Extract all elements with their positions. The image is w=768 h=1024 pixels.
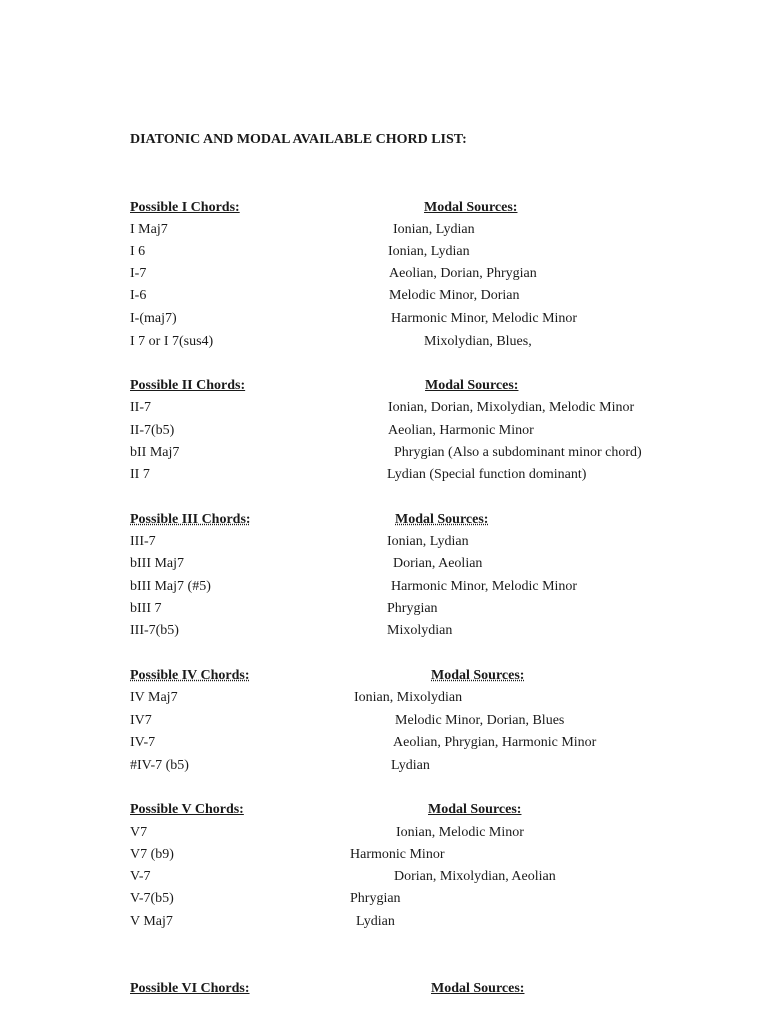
chord-name: bIII Maj7	[130, 556, 185, 571]
modal-source: Ionian, Melodic Minor	[396, 825, 524, 840]
modal-source: Mixolydian	[387, 623, 453, 638]
modal-source: Lydian (Special function dominant)	[387, 467, 587, 482]
section-heading-iv: Possible IV Chords:	[130, 668, 250, 683]
page-title: DIATONIC AND MODAL AVAILABLE CHORD LIST:	[130, 132, 467, 147]
chord-name: II-7(b5)	[130, 423, 175, 438]
modal-source: Aeolian, Phrygian, Harmonic Minor	[393, 735, 597, 750]
chord-name: V7 (b9)	[130, 847, 174, 862]
chord-name: IV-7	[130, 735, 156, 750]
modal-source: Dorian, Aeolian	[393, 556, 483, 571]
modal-source: Aeolian, Harmonic Minor	[388, 423, 534, 438]
chord-name: II-7	[130, 400, 151, 415]
modal-source: Mixolydian, Blues,	[424, 334, 532, 349]
chord-name: #IV-7 (b5)	[130, 758, 189, 773]
chord-name: V-7(b5)	[130, 891, 174, 906]
modal-source: Ionian, Lydian	[393, 222, 475, 237]
chord-name: IV Maj7	[130, 690, 178, 705]
modal-source: Ionian, Lydian	[388, 244, 470, 259]
section-heading-i: Possible I Chords:	[130, 200, 240, 215]
chord-name: II 7	[130, 467, 150, 482]
section-sources-heading-ii: Modal Sources:	[425, 378, 519, 393]
chord-name: V Maj7	[130, 914, 173, 929]
section-sources-heading-i: Modal Sources:	[424, 200, 518, 215]
section-heading-v: Possible V Chords:	[130, 802, 244, 817]
chord-name: III-7	[130, 534, 156, 549]
section-heading-ii: Possible II Chords:	[130, 378, 246, 393]
modal-source: Lydian	[391, 758, 430, 773]
modal-source: Harmonic Minor, Melodic Minor	[391, 311, 578, 326]
chord-name: bIII Maj7 (#5)	[130, 579, 211, 594]
chord-name: bII Maj7	[130, 445, 180, 460]
modal-source: Phrygian	[350, 891, 401, 906]
modal-source: Phrygian (Also a subdominant minor chord)	[394, 445, 642, 460]
section-sources-heading-vi: Modal Sources:	[431, 981, 525, 996]
chord-name: III-7(b5)	[130, 623, 179, 638]
modal-source: Phrygian	[387, 601, 438, 616]
modal-source: Harmonic Minor	[350, 847, 445, 862]
section-heading-iii: Possible III Chords:	[130, 512, 251, 527]
modal-source: Lydian	[356, 914, 395, 929]
section-heading-vi: Possible VI Chords:	[130, 981, 250, 996]
modal-source: Harmonic Minor, Melodic Minor	[391, 579, 578, 594]
chord-name: V-7	[130, 869, 151, 884]
modal-source: Ionian, Lydian	[387, 534, 469, 549]
chord-name: I 6	[130, 244, 146, 259]
chord-name: I-7	[130, 266, 147, 281]
chord-name: I-6	[130, 288, 147, 303]
section-sources-heading-v: Modal Sources:	[428, 802, 522, 817]
chord-name: I 7 or I 7(sus4)	[130, 334, 214, 349]
chord-name: I Maj7	[130, 222, 168, 237]
modal-source: Ionian, Mixolydian	[354, 690, 463, 705]
modal-source: Aeolian, Dorian, Phrygian	[389, 266, 537, 281]
modal-source: Melodic Minor, Dorian	[389, 288, 520, 303]
chord-name: IV7	[130, 713, 152, 728]
chord-name: I-(maj7)	[130, 311, 177, 326]
chord-name: V7	[130, 825, 148, 840]
modal-source: Melodic Minor, Dorian, Blues	[395, 713, 565, 728]
chord-name: bIII 7	[130, 601, 162, 616]
section-sources-heading-iv: Modal Sources:	[431, 668, 525, 683]
section-sources-heading-iii: Modal Sources:	[395, 512, 489, 527]
modal-source: Dorian, Mixolydian, Aeolian	[394, 869, 556, 884]
modal-source: Ionian, Dorian, Mixolydian, Melodic Minor	[388, 400, 635, 415]
